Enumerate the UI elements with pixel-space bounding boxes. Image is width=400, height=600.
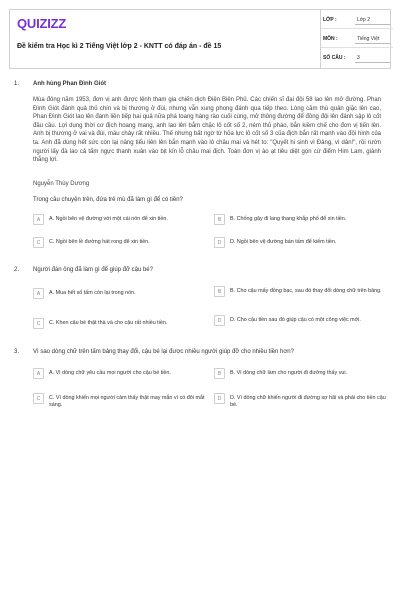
option-badge: B xyxy=(214,214,225,225)
question-text: Người đàn ông đã làm gì để giúp đỡ cậu bé? xyxy=(33,267,153,273)
option-text: C. Ngồi bên lề đường hát rong để xin tiền. xyxy=(49,239,150,245)
option-b[interactable] xyxy=(214,214,390,230)
option-badge: C xyxy=(33,393,44,404)
question-number: 3. xyxy=(14,349,20,355)
option-badge: C xyxy=(33,318,44,329)
option-text: A. Vì dòng chữ yêu cầu mọi người cho cậu bé tiền. xyxy=(49,370,171,376)
meta-table xyxy=(320,10,392,68)
meta-key: SỐ CÂU : xyxy=(323,55,346,61)
meta-underline xyxy=(355,62,390,63)
option-badge: D xyxy=(214,237,225,248)
option-c[interactable] xyxy=(33,318,209,334)
question-text: Trong câu chuyện trên, đứa trẻ mù đã làm gì để có tiền? xyxy=(33,197,183,203)
meta-underline xyxy=(355,24,390,25)
option-text: A. Mua hết số tấm còn lại trong nón. xyxy=(49,290,136,296)
option-text: D. Vì dòng chữ khiến người đi đường sợ hãi và phải cho tiền cậu bé. xyxy=(230,395,386,409)
question-number: 1. xyxy=(14,81,20,87)
option-text: B. Chống gậy đi lang thang khắp phố để xin tiền. xyxy=(230,216,347,222)
option-b[interactable] xyxy=(214,286,390,302)
option-text: D. Cho cậu tiền sau đó giúp cậu có một công việc mới. xyxy=(230,317,361,323)
passage-author: Nguyễn Thùy Dương xyxy=(33,181,90,187)
option-c[interactable] xyxy=(33,393,209,409)
option-a[interactable] xyxy=(33,288,209,304)
option-text: B. Vì dòng chữ làm cho người đi đường thấy vui. xyxy=(230,370,348,376)
option-c[interactable] xyxy=(33,237,209,253)
meta-underline xyxy=(355,43,390,44)
meta-row-class xyxy=(321,10,393,29)
option-a[interactable] xyxy=(33,368,209,384)
option-badge: A xyxy=(33,214,44,225)
question-number: 2. xyxy=(14,267,20,273)
passage-title: Anh hùng Phan Đình Giót xyxy=(33,81,106,87)
meta-value: 3 xyxy=(357,55,360,61)
quizizz-logo: QUIZIZZ xyxy=(17,16,67,31)
option-d[interactable] xyxy=(214,237,390,253)
option-text: D. Ngồi bên vệ đường bán tấm để kiếm tiền. xyxy=(230,239,337,245)
meta-value: Lớp 2 xyxy=(357,17,371,23)
document-header xyxy=(9,9,391,69)
meta-key: MÔN : xyxy=(323,36,338,42)
option-text: A. Ngồi bên vệ đường với một cái nón để xin tiền. xyxy=(49,216,168,222)
option-d[interactable] xyxy=(214,393,390,409)
meta-row-count xyxy=(321,48,393,67)
option-text: C. Khen cậu bé thật thà và cho cậu rất nhiều tiền. xyxy=(49,320,168,326)
passage-text: Mùa đông năm 1953, đơn vị anh được lệnh tham gia chiến dịch Điện Biên Phủ. Các chiến sĩ đại đội 58 lao lên mở đường. Phan Đình Giót đánh quả thủ chín và bị thương ở đùi, nhưng vẫn xung phong đánh qua tiếp theo. Lòng căm thù quân giặc lên cao, Phan Đình Giót lao lên đánh liền tiếp hai quả nữa phá toang hàng rào cuối cùng, mở thông đường để đồng đội lên đánh sập lô cốt đầu cầu. Lợi dụng thời cơ địch hoang mang, anh lao lên bắm chặc lô cốt số 2, ném thủ pháo, bắn kiềm chế cho đơn vị tiến lên. Anh bị thương ở vai và đùi, máu chảy rất nhiều. Thế nhưng bất ngờ từ hỏa lực lô cốt số 3 của địch bắn rất mạnh vào đội hình của ta. Anh đã dùng hết sức còn lại nâng tiểu liên lên bắn mạnh vào lô châu mai và hét to: "Quyết hi sinh vì Đảng, vì dân!", rồi rướn người lấy đà lao cả tấm ngực thanh xuân vào bịt kín lỗ châu mai địch. Toàn đơn vị ào ạt tiêu diệt gọn cứ điểm Him Lam, giành thắng lợi. xyxy=(33,97,381,164)
meta-row-subject xyxy=(321,29,393,48)
option-badge: B xyxy=(214,368,225,379)
option-badge: C xyxy=(33,237,44,248)
option-badge: A xyxy=(33,288,44,299)
option-a[interactable] xyxy=(33,214,209,230)
document-title: Đề kiểm tra Học kì 2 Tiếng Việt lớp 2 - KNTT có đáp án - đề 15 xyxy=(17,43,222,50)
option-badge: D xyxy=(214,393,225,404)
option-text: B. Cho cậu mấy đồng bạc, sau đó thay đổi dòng chữ trên bảng. xyxy=(230,288,382,294)
option-badge: B xyxy=(214,286,225,297)
option-b[interactable] xyxy=(214,368,390,384)
option-text: C. Vì dòng khiến mọi người cảm thấy thật may mắn vì có đôi mắt sáng. xyxy=(49,395,205,409)
meta-key: LỚP : xyxy=(323,17,337,23)
option-badge: A xyxy=(33,368,44,379)
meta-value: Tiếng Việt xyxy=(357,36,380,42)
option-d[interactable] xyxy=(214,315,390,331)
option-badge: D xyxy=(214,315,225,326)
question-text: Vì sao dòng chữ trên tấm bảng thay đổi, cậu bé lại được nhiều người giúp đỡ cho nhiều tiền hơn? xyxy=(33,349,294,355)
